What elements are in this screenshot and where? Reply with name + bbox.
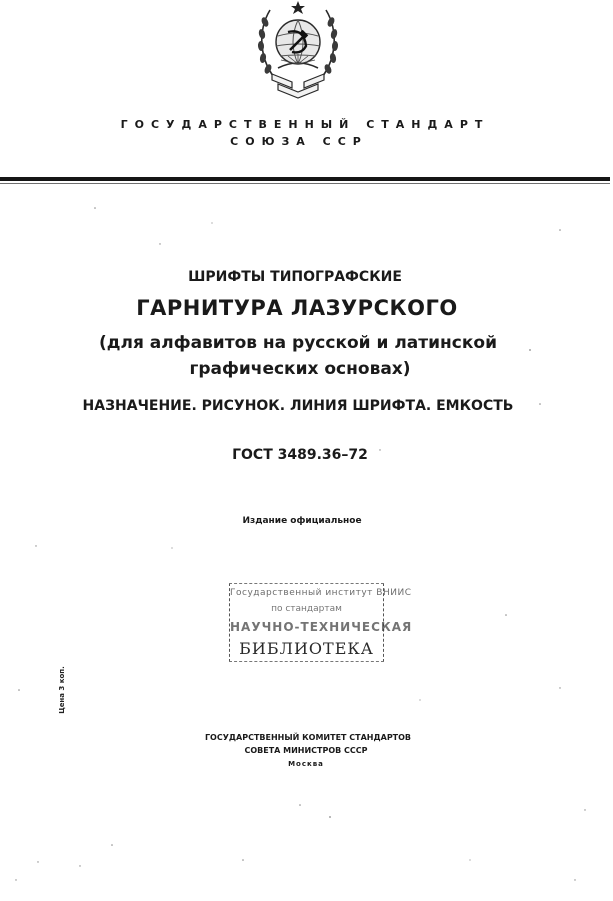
document-title: ГАРНИТУРА ЛАЗУРСКОГО — [136, 296, 458, 320]
header-rule — [0, 177, 610, 181]
document-purpose: НАЗНАЧЕНИЕ. РИСУНОК. ЛИНИЯ ШРИФТА. ЕМКОСТЬ — [82, 398, 514, 414]
price-label: Цена 3 коп. — [58, 666, 66, 714]
stamp-line-standards: по стандартам — [271, 604, 342, 614]
ussr-coat-of-arms-icon — [248, 0, 348, 100]
document-subtitle-line1: (для алфавитов на русской и латинской — [99, 333, 497, 353]
stamp-line-scientific: НАУЧНО-ТЕХНИЧЕСКАЯ — [230, 620, 413, 634]
standard-number: ГОСТ 3489.36–72 — [232, 447, 368, 463]
publisher-city: Москва — [288, 760, 324, 768]
document-category: ШРИФТЫ ТИПОГРАФСКИЕ — [188, 269, 402, 285]
stamp-line-institute: Государственный институт ВНИИС — [230, 588, 412, 598]
stamp-line-library: БИБЛИОТЕКА — [239, 639, 374, 658]
header-state-standard: ГОСУДАРСТВЕННЫЙ СТАНДАРТ — [120, 118, 490, 131]
header-ussr: СОЮЗА ССР — [230, 135, 368, 148]
publisher-council: СОВЕТА МИНИСТРОВ СССР — [244, 746, 368, 755]
header-rule-thin — [0, 183, 610, 184]
edition-label: Издание официальное — [242, 516, 362, 526]
document-subtitle-line2: графических основах) — [189, 359, 411, 379]
library-stamp — [229, 583, 413, 662]
publisher-committee: ГОСУДАРСТВЕННЫЙ КОМИТЕТ СТАНДАРТОВ — [204, 733, 412, 742]
